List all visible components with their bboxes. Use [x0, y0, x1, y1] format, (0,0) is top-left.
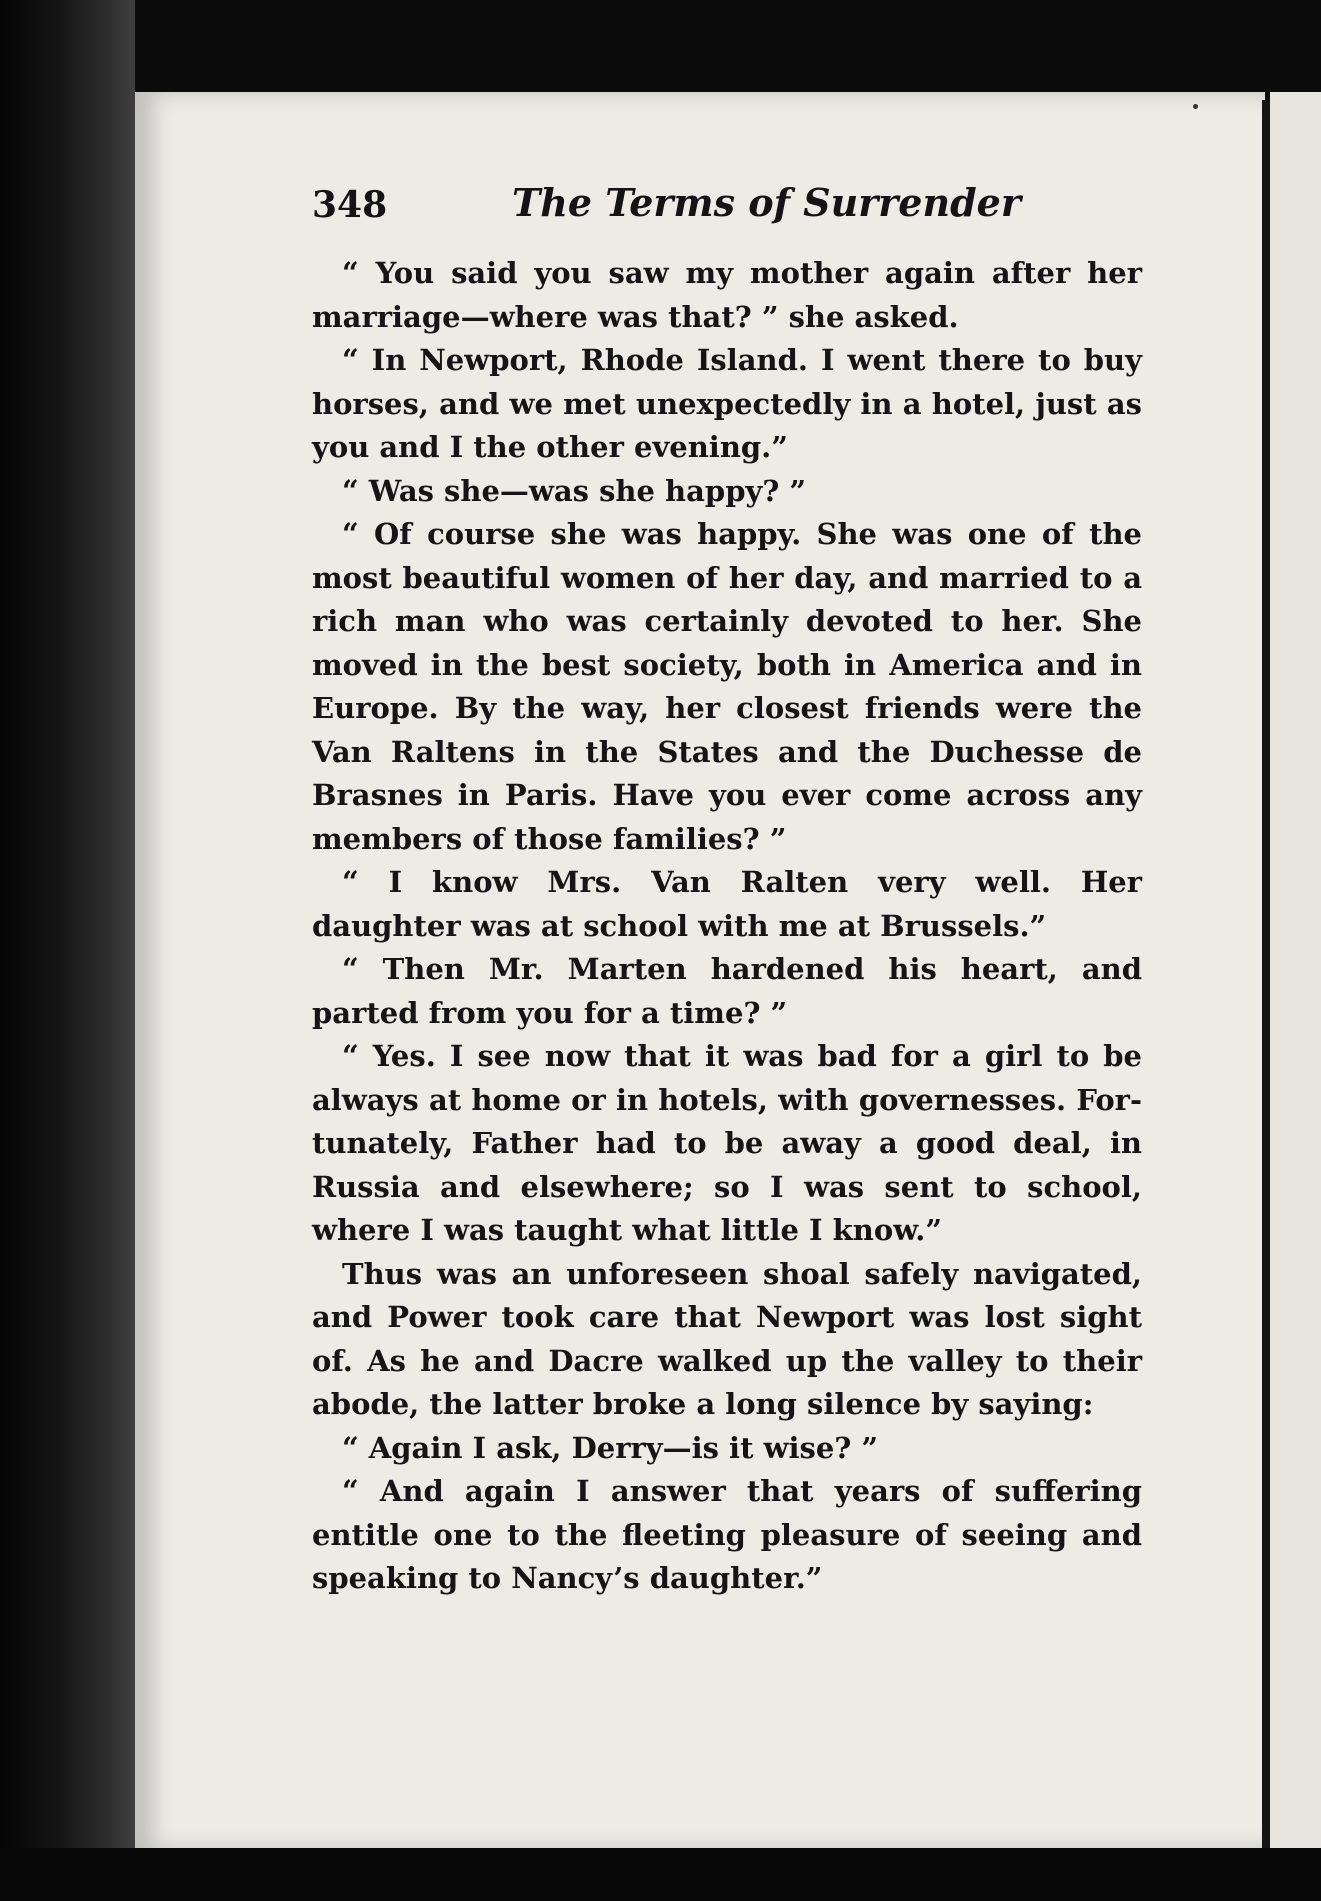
running-title: The Terms of Surrender	[512, 180, 1021, 225]
paragraph: “ Of course she was happy. She was one of the most beautiful women of her day, and married to a rich man who was certainly devoted to her. She moved in the best society, both in America and in Europe. By the way, her closest friends were the Van Raltens in the States and the Duchesse de Brasnes in Paris. Have you ever come across any members of those families? ”	[312, 517, 1142, 856]
paragraph: “ Again I ask, Derry—is it wise? ”	[342, 1430, 879, 1465]
paragraph: “ And again I answer that years of suffering entitle one to the fleeting pleasure of seeing and speaking to Nancy’s daughter.”	[312, 1474, 1142, 1595]
paragraph: “ Yes. I see now that it was bad for a girl to be always at home or in hotels, with governesses. Fortunately, Father had to be away a good deal, in Russia and elsewhere; so I was sent to school, where I was taught what little I know.”	[312, 1039, 1142, 1247]
facing-page-strip	[1270, 92, 1321, 1850]
page-edge-line	[1262, 100, 1270, 1850]
paragraph: “ Was she—was she happy? ”	[342, 473, 807, 508]
paragraph: Thus was an unforeseen shoal safely navigated, and Power took care that Newport was lost sight of. As he and Dacre walked up the valley to their abode, the latter broke a long silence by saying:	[312, 1256, 1142, 1421]
paragraph: “ I know Mrs. Van Ralten very well. Her daughter was at school with me at Brussels.”	[312, 865, 1142, 943]
paragraph: “ In Newport, Rhode Island. I went there to buy horses, and we met unexpectedly in a hotel, just as you and I the other evening.”	[312, 343, 1142, 464]
bottom-margin-shadow	[0, 1848, 1321, 1901]
page-header	[312, 180, 1152, 240]
scan-speck	[1193, 104, 1198, 109]
body-text	[312, 252, 1142, 1601]
paragraph: “ Then Mr. Marten hardened his heart, and parted from you for a time? ”	[312, 952, 1142, 1030]
book-binding-shadow	[0, 0, 135, 1901]
paragraph: “ You said you saw my mother again after her marriage—where was that? ” she asked.	[312, 256, 1142, 334]
page-number: 348	[312, 184, 388, 226]
